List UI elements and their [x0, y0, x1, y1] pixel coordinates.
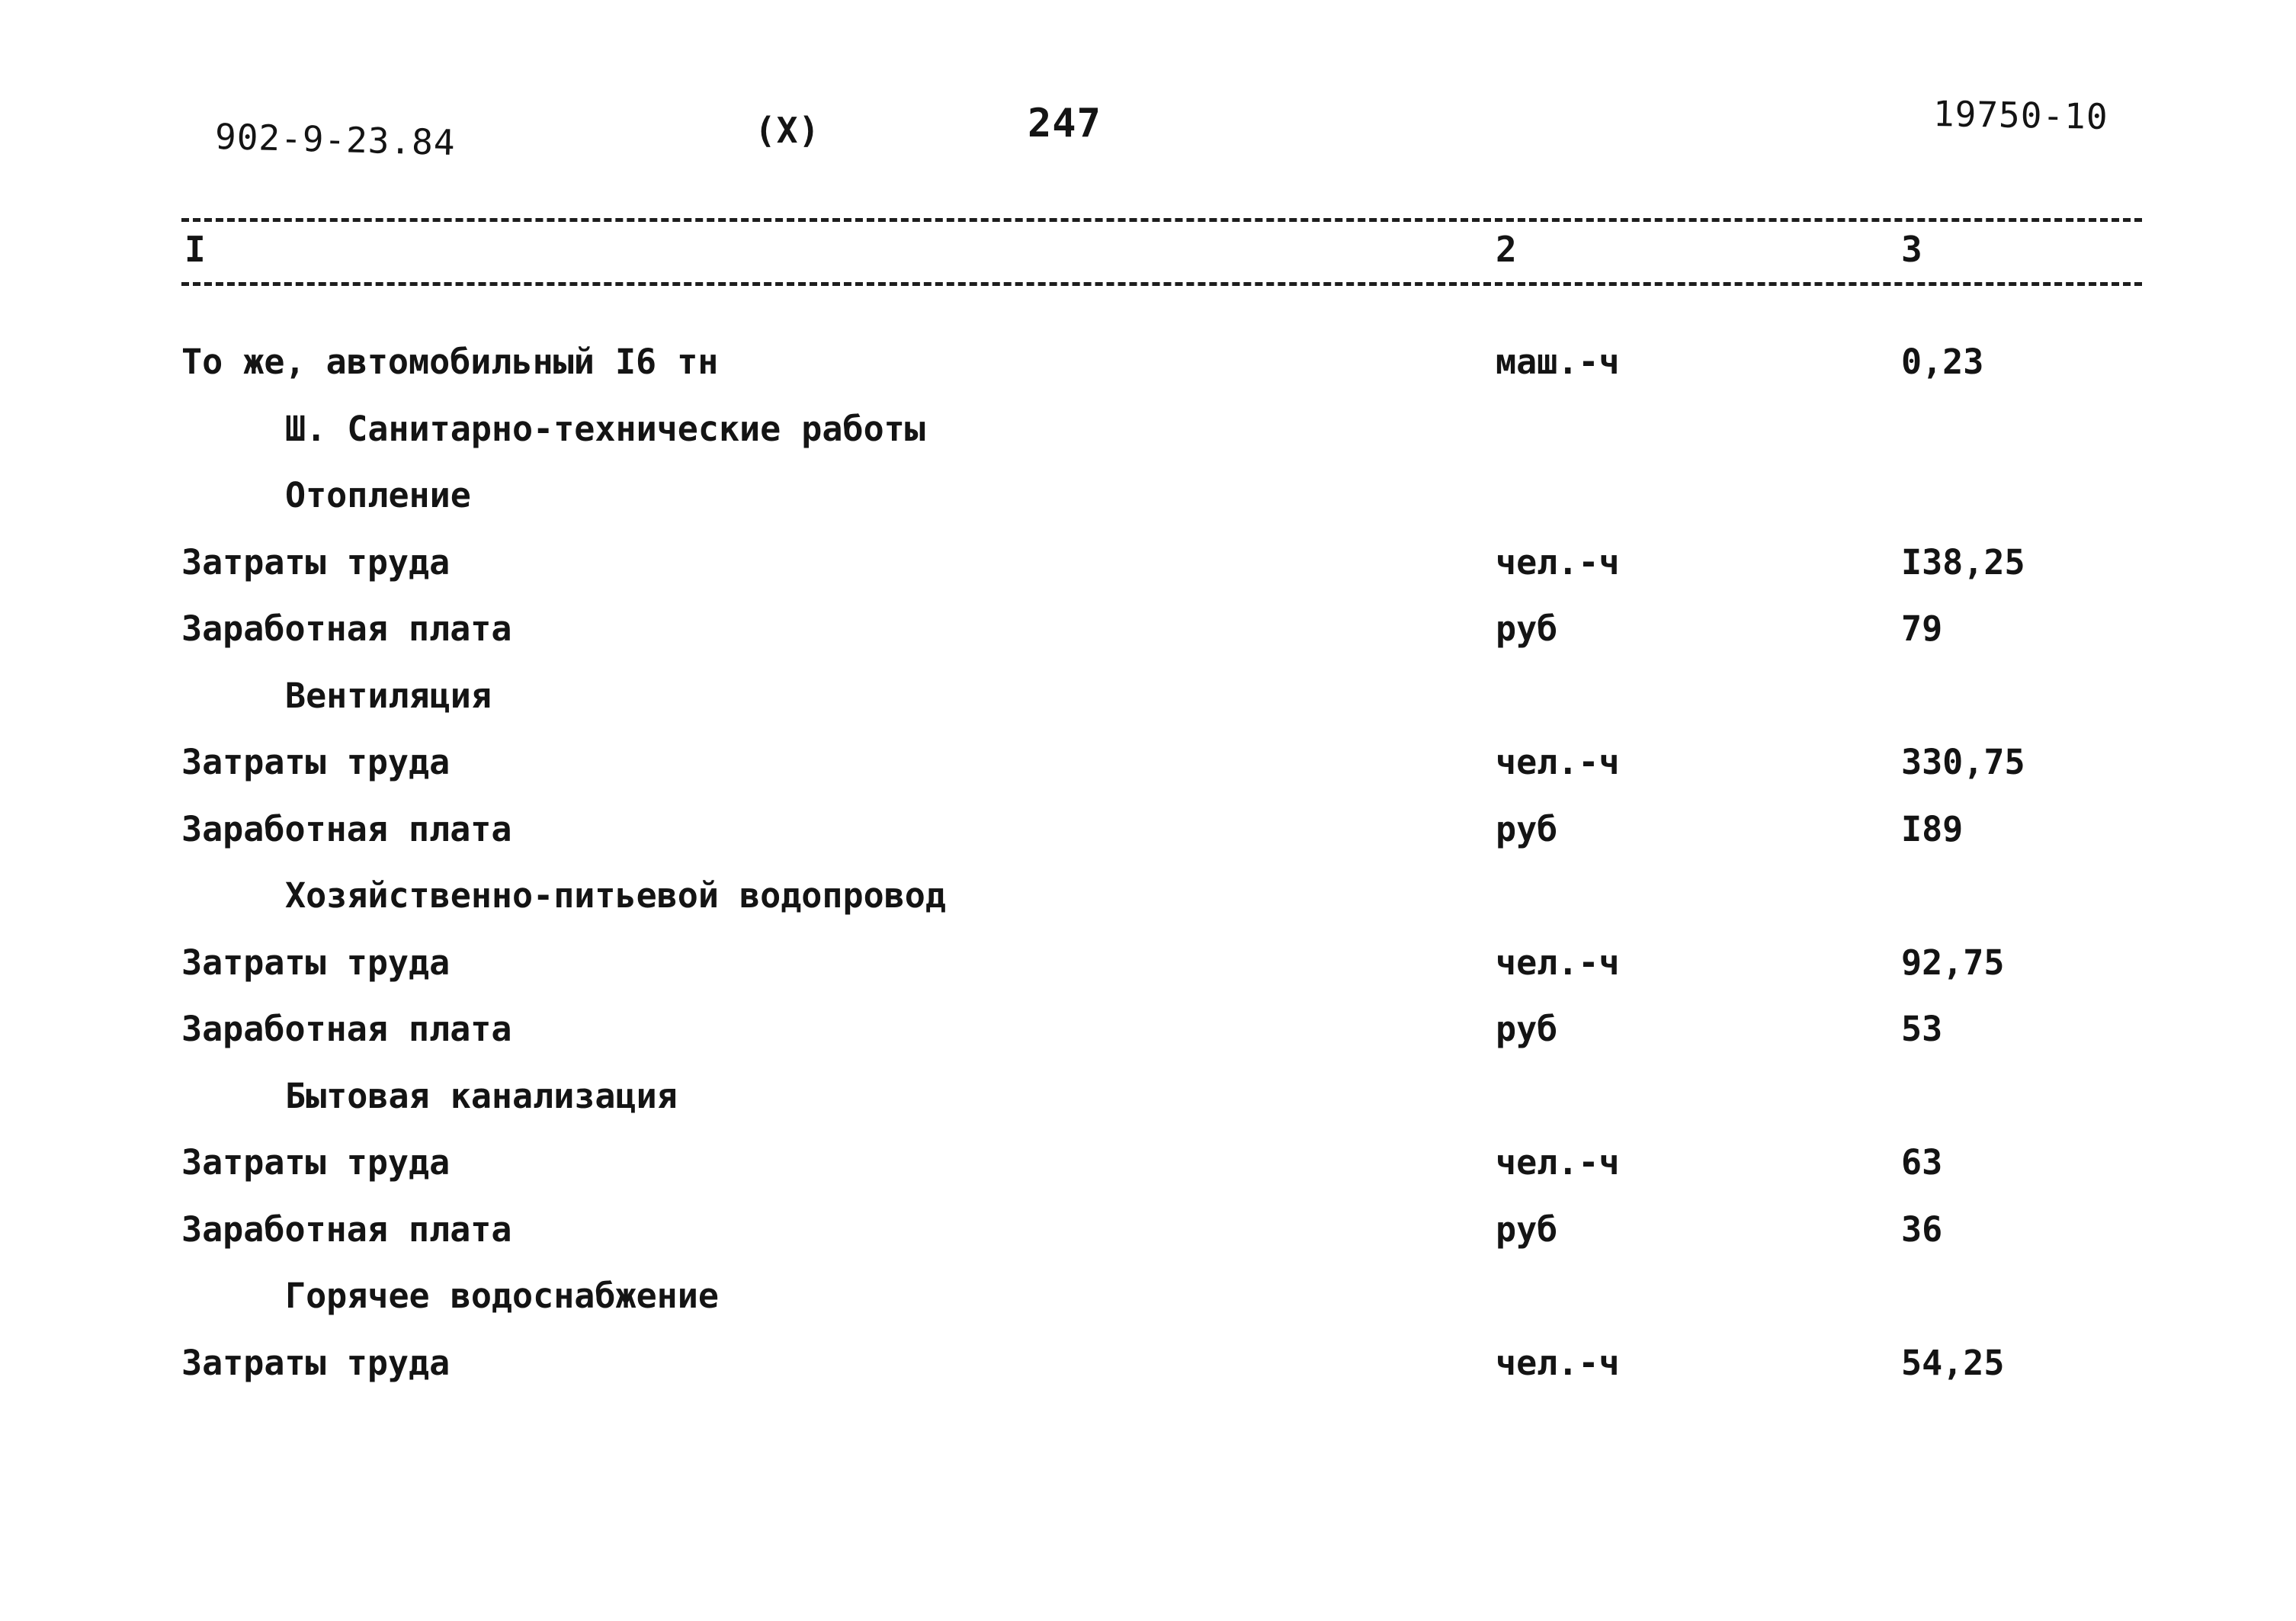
- table-row: [0, 803, 2296, 870]
- section-mark: (X): [755, 110, 821, 151]
- row-unit: чел.-ч: [1496, 1142, 1620, 1183]
- row-unit: чел.-ч: [1496, 742, 1620, 782]
- table-row: [0, 335, 2296, 403]
- column-header-value: 3: [1901, 229, 1922, 270]
- table-row: [0, 736, 2296, 803]
- section-heading-row: [0, 1070, 2296, 1137]
- row-value: 0,23: [1901, 342, 1984, 382]
- table-top-rule: [181, 218, 2142, 222]
- row-unit: маш.-ч: [1496, 342, 1620, 382]
- row-name: Затраты труда: [181, 541, 451, 583]
- row-name: Заработная плата: [181, 1209, 512, 1250]
- section-heading-row: [0, 403, 2296, 470]
- section-heading: Бытовая канализация: [285, 1075, 678, 1116]
- table-row: [0, 1136, 2296, 1203]
- row-unit: руб: [1496, 1009, 1558, 1049]
- sheet-code: 19750-10: [1932, 93, 2109, 137]
- row-value: 54,25: [1901, 1342, 2005, 1383]
- row-name: Затраты труда: [181, 742, 451, 782]
- row-value: I89: [1901, 808, 1964, 849]
- row-name: Затраты труда: [181, 942, 451, 983]
- section-heading: Горячее водоснабжение: [285, 1276, 719, 1316]
- table-row: [0, 1003, 2296, 1070]
- row-name: Заработная плата: [181, 608, 512, 649]
- row-name: Затраты труда: [181, 1142, 451, 1183]
- table-row: [0, 536, 2296, 603]
- row-unit: руб: [1496, 1209, 1558, 1250]
- document-code: 902-9-23.84: [214, 115, 457, 164]
- table-row: [0, 1337, 2296, 1404]
- table-row: [0, 1203, 2296, 1270]
- table-row: [0, 936, 2296, 1003]
- section-heading-row: [0, 669, 2296, 737]
- row-value: 79: [1901, 608, 1943, 649]
- row-value: 36: [1901, 1209, 1943, 1250]
- row-unit: руб: [1496, 608, 1558, 649]
- section-heading: Хозяйственно-питьевой водопровод: [285, 875, 946, 916]
- table-row: [0, 602, 2296, 669]
- row-value: 53: [1901, 1009, 1943, 1049]
- row-value: 330,75: [1901, 742, 2025, 782]
- page-number: 247: [1028, 101, 1102, 146]
- row-unit: руб: [1496, 808, 1558, 849]
- section-heading-row: [0, 1270, 2296, 1337]
- table-header-rule: [181, 282, 2142, 286]
- row-value: 92,75: [1901, 942, 2005, 983]
- section-heading-row: [0, 869, 2296, 936]
- section-heading: Ш. Санитарно-технические работы: [285, 408, 925, 449]
- table-body: [0, 335, 2296, 1403]
- row-unit: чел.-ч: [1496, 541, 1620, 583]
- column-header-name: I: [184, 229, 206, 270]
- section-heading: Вентиляция: [285, 675, 492, 716]
- section-heading: Отопление: [285, 475, 471, 515]
- row-unit: чел.-ч: [1496, 942, 1620, 983]
- row-value: I38,25: [1901, 541, 2025, 583]
- column-header-unit: 2: [1496, 229, 1517, 270]
- row-unit: чел.-ч: [1496, 1342, 1620, 1383]
- row-name: То же, автомобильный I6 тн: [181, 342, 719, 382]
- row-value: 63: [1901, 1142, 1943, 1183]
- row-name: Затраты труда: [181, 1342, 451, 1383]
- section-heading-row: [0, 469, 2296, 536]
- row-name: Заработная плата: [181, 808, 512, 849]
- row-name: Заработная плата: [181, 1009, 512, 1049]
